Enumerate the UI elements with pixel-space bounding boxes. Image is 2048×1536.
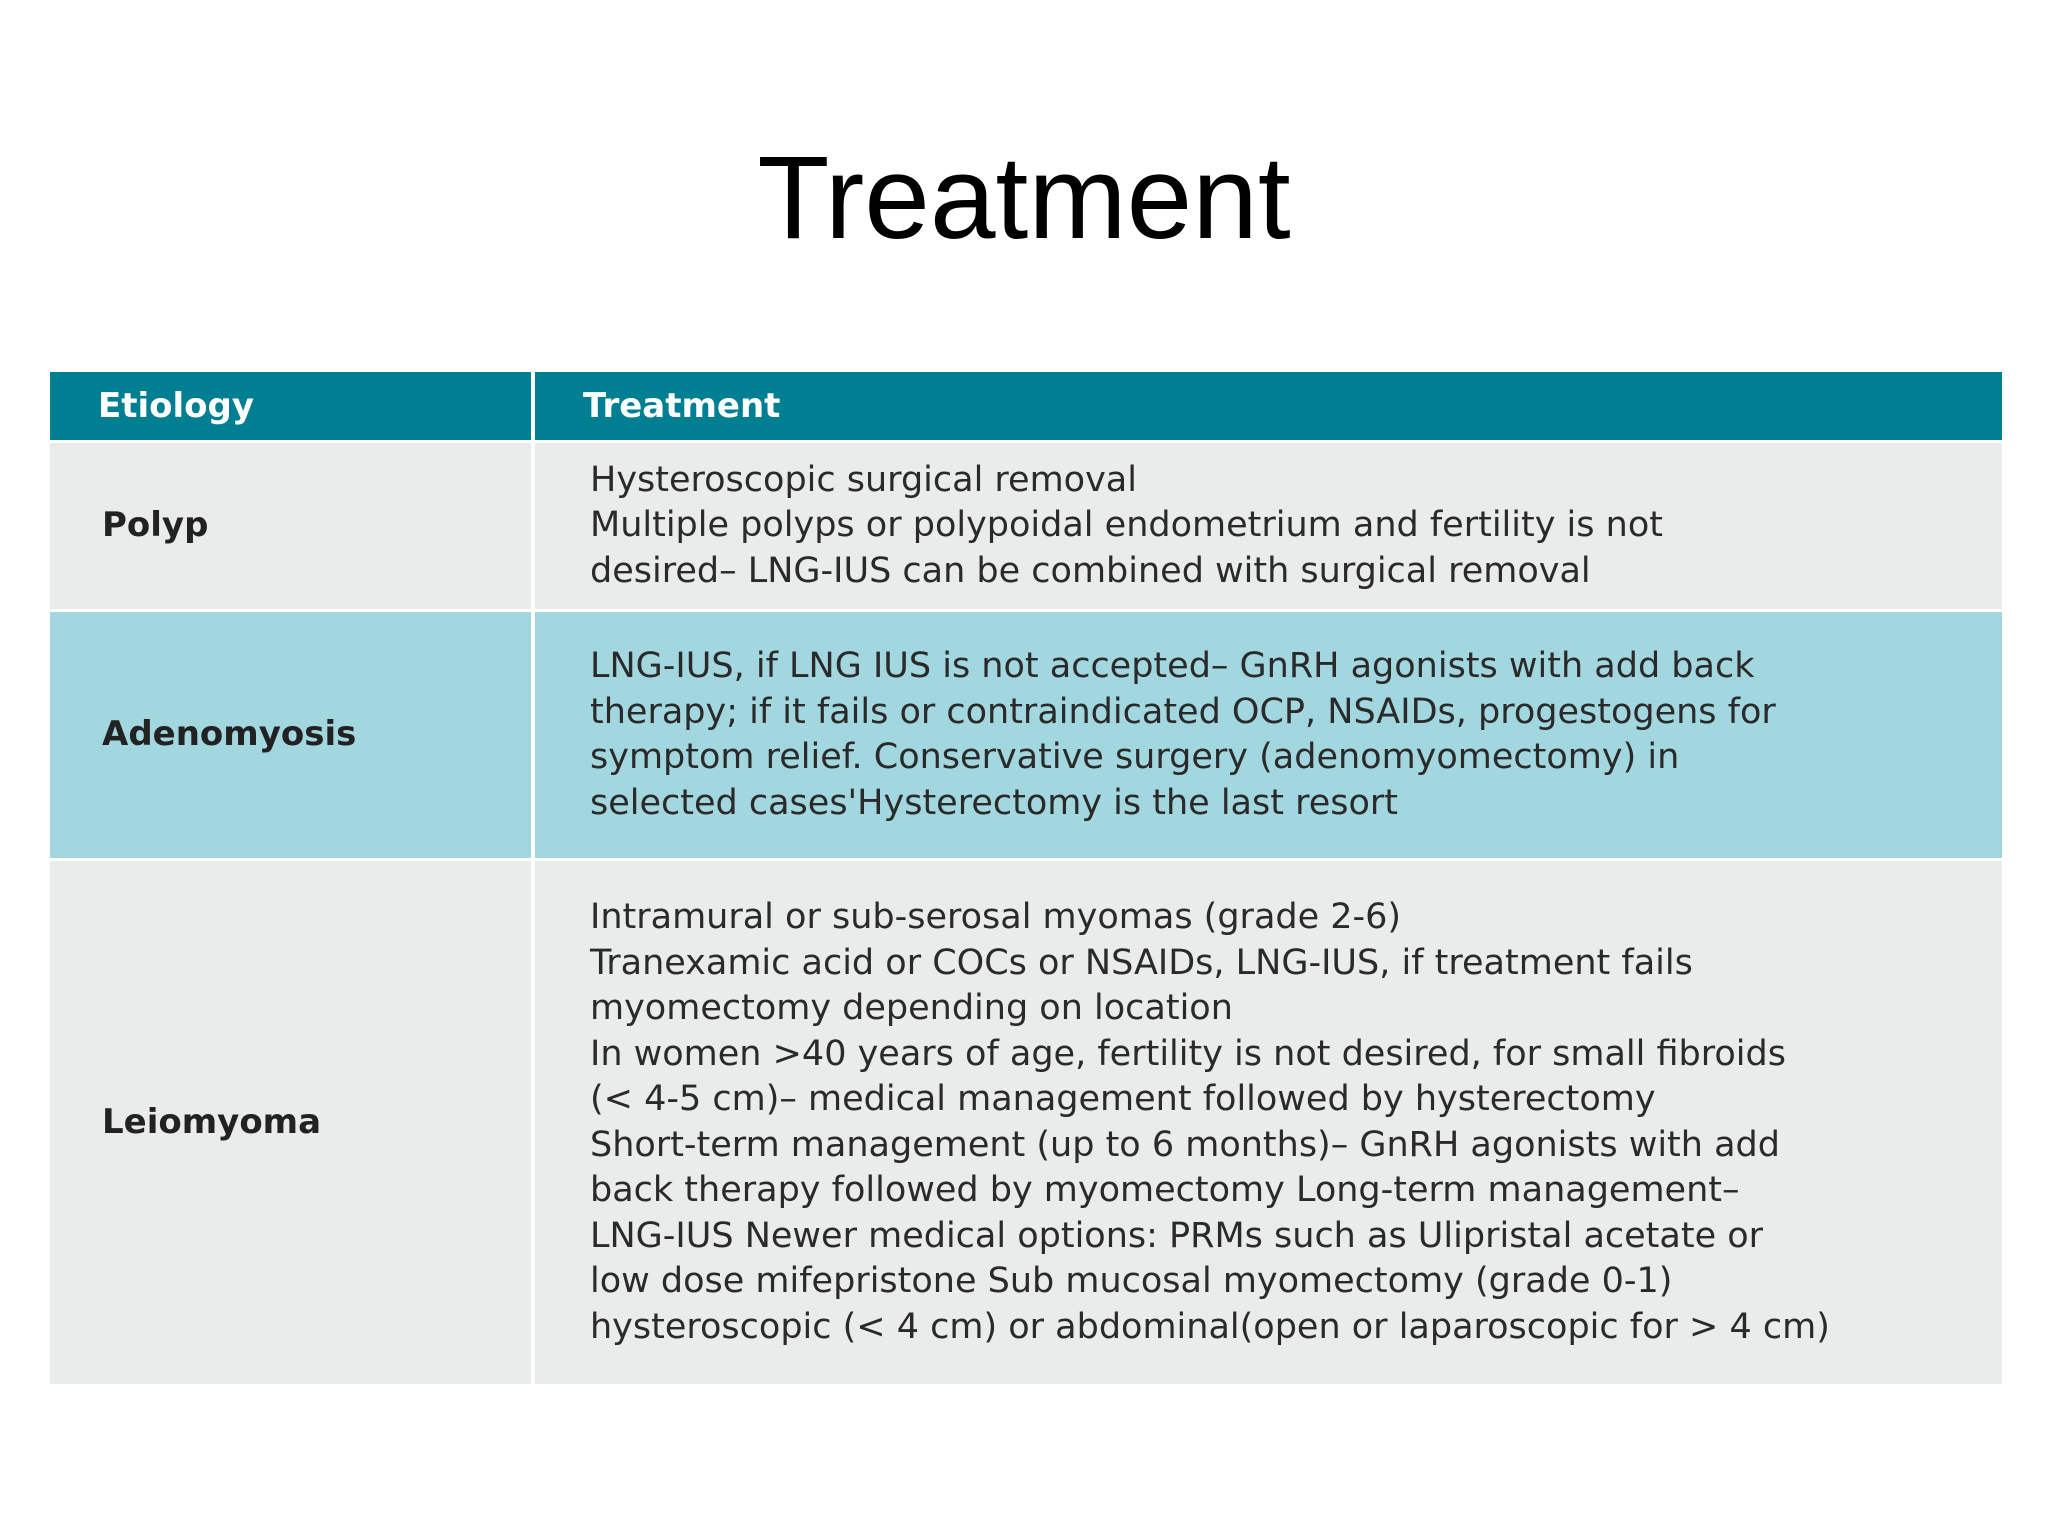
treatment-cell bbox=[533, 611, 2002, 860]
slide-title: Treatment bbox=[757, 132, 1291, 264]
treatment-cell bbox=[533, 860, 2002, 1385]
treatment-table-container bbox=[50, 372, 2002, 1384]
treatment-line: Short-term management (up to 6 months)– GnRH agonists with add bbox=[590, 1124, 1780, 1165]
header-etiology: Etiology bbox=[50, 372, 533, 442]
treatment-line: back therapy followed by myomectomy Long-term management– bbox=[590, 1170, 1740, 1210]
table-row bbox=[50, 611, 2002, 860]
treatment-line: In women >40 years of age, fertility is not desired, for small fibroids bbox=[590, 1033, 1786, 1074]
treatment-line: Intramural or sub-serosal myomas (grade 2-6) bbox=[590, 897, 1402, 937]
treatment-line: selected cases'Hysterectomy is the last resort bbox=[590, 782, 1398, 823]
treatment-line: Hysteroscopic surgical removal bbox=[590, 459, 1137, 500]
table-header-row bbox=[50, 372, 2002, 442]
treatment-line: Tranexamic acid or COCs or NSAIDs, LNG-IUS, if treatment fails bbox=[590, 942, 1693, 983]
table-row bbox=[50, 442, 2002, 611]
treatment-line: hysteroscopic (< 4 cm) or abdominal(open or laparoscopic for > 4 cm) bbox=[590, 1306, 1830, 1347]
treatment-line: therapy; if it fails or contraindicated OCP, NSAIDs, progestogens for bbox=[590, 691, 1776, 732]
table-row bbox=[50, 860, 2002, 1385]
treatment-line: LNG-IUS, if LNG IUS is not accepted– GnRH agonists with add back bbox=[590, 646, 1755, 686]
etiology-cell: Leiomyoma bbox=[50, 860, 533, 1385]
treatment-line: desired– LNG-IUS can be combined with surgical removal bbox=[590, 550, 1591, 591]
treatment-line: LNG-IUS Newer medical options: PRMs such as Ulipristal acetate or bbox=[590, 1215, 1764, 1256]
treatment-line: Multiple polyps or polypoidal endometrium and fertility is not bbox=[590, 505, 1663, 546]
treatment-line: (< 4-5 cm)– medical management followed by hysterectomy bbox=[590, 1079, 1656, 1119]
treatment-line: symptom relief. Conservative surgery (adenomyomectomy) in bbox=[590, 737, 1680, 777]
treatment-cell bbox=[533, 442, 2002, 611]
treatment-line: myomectomy depending on location bbox=[590, 988, 1233, 1028]
etiology-cell: Adenomyosis bbox=[50, 611, 533, 860]
header-treatment: Treatment bbox=[533, 372, 2002, 442]
treatment-table bbox=[50, 372, 2002, 1384]
treatment-line: low dose mifepristone Sub mucosal myomectomy (grade 0-1) bbox=[590, 1261, 1673, 1301]
etiology-cell: Polyp bbox=[50, 442, 533, 611]
